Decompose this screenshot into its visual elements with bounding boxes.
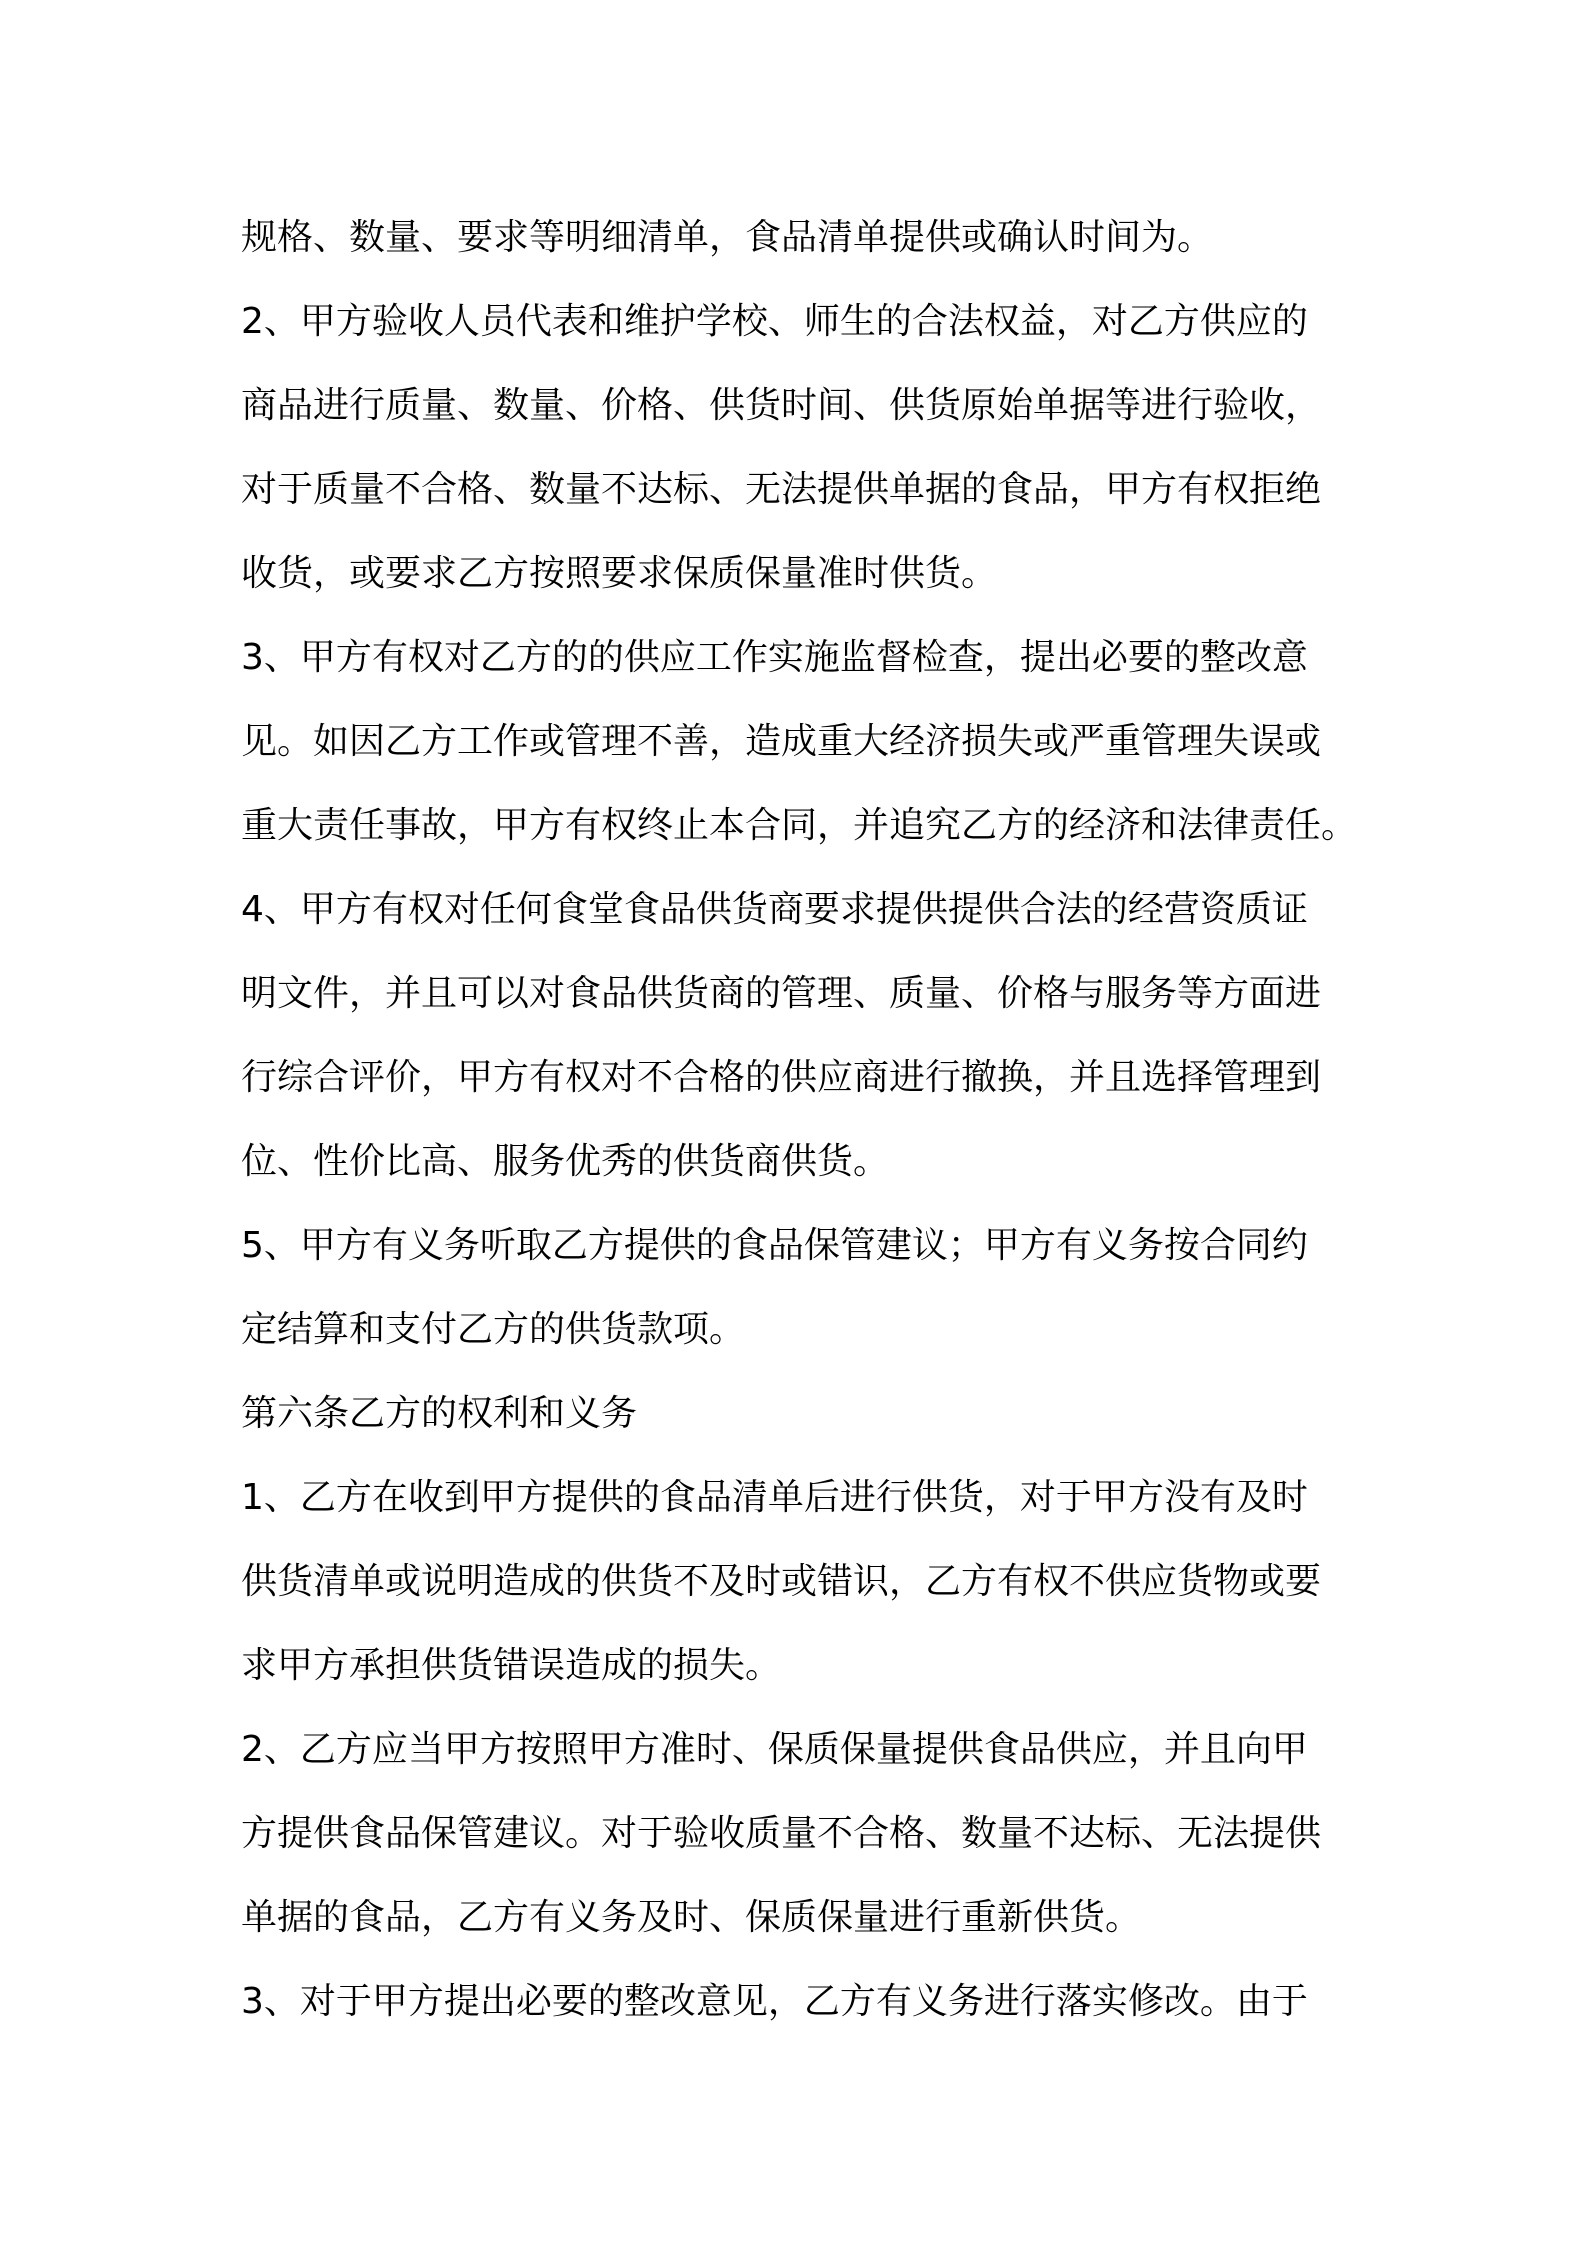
text-line: 明文件，并且可以对食品供货商的管理、质量、价格与服务等方面进 — [241, 973, 1322, 1014]
text-line: 3、甲方有权对乙方的的供应工作实施监督检查，提出必要的整改意 — [241, 637, 1308, 678]
text-line: 收货，或要求乙方按照要求保质保量准时供货。 — [241, 553, 998, 594]
text-line: 位、性价比高、服务优秀的供货商供货。 — [241, 1141, 890, 1182]
text-line: 求甲方承担供货错误造成的损失。 — [241, 1645, 782, 1686]
text-line: 5、甲方有义务听取乙方提供的食品保管建议；甲方有义务按合同约 — [241, 1225, 1308, 1266]
text-line: 商品进行质量、数量、价格、供货时间、供货原始单据等进行验收， — [241, 385, 1322, 426]
text-line: 3、对于甲方提出必要的整改意见，乙方有义务进行落实修改。由于 — [241, 1981, 1308, 2022]
text-line: 对于质量不合格、数量不达标、无法提供单据的食品，甲方有权拒绝 — [241, 469, 1322, 510]
text-line: 重大责任事故，甲方有权终止本合同，并追究乙方的经济和法律责任。 — [241, 805, 1358, 846]
text-line: 定结算和支付乙方的供货款项。 — [241, 1309, 746, 1350]
text-line: 见。如因乙方工作或管理不善，造成重大经济损失或严重管理失误或 — [241, 721, 1322, 762]
text-line: 4、甲方有权对任何食堂食品供货商要求提供提供合法的经营资质证 — [241, 889, 1308, 930]
text-line: 1、乙方在收到甲方提供的食品清单后进行供货，对于甲方没有及时 — [241, 1477, 1308, 1518]
text-line: 2、乙方应当甲方按照甲方准时、保质保量提供食品供应，并且向甲 — [241, 1729, 1308, 1770]
document-body — [241, 196, 1361, 2044]
text-line: 供货清单或说明造成的供货不及时或错识，乙方有权不供应货物或要 — [241, 1561, 1322, 1602]
text-line: 方提供食品保管建议。对于验收质量不合格、数量不达标、无法提供 — [241, 1813, 1322, 1854]
text-line: 2、甲方验收人员代表和维护学校、师生的合法权益，对乙方供应的 — [241, 301, 1308, 342]
section-heading: 第六条乙方的权利和义务 — [241, 1393, 638, 1434]
text-line: 行综合评价，甲方有权对不合格的供应商进行撤换，并且选择管理到 — [241, 1057, 1322, 1098]
text-line: 规格、数量、要求等明细清单，食品清单提供或确认时间为。 — [241, 217, 1214, 258]
text-line: 单据的食品，乙方有义务及时、保质保量进行重新供货。 — [241, 1897, 1142, 1938]
